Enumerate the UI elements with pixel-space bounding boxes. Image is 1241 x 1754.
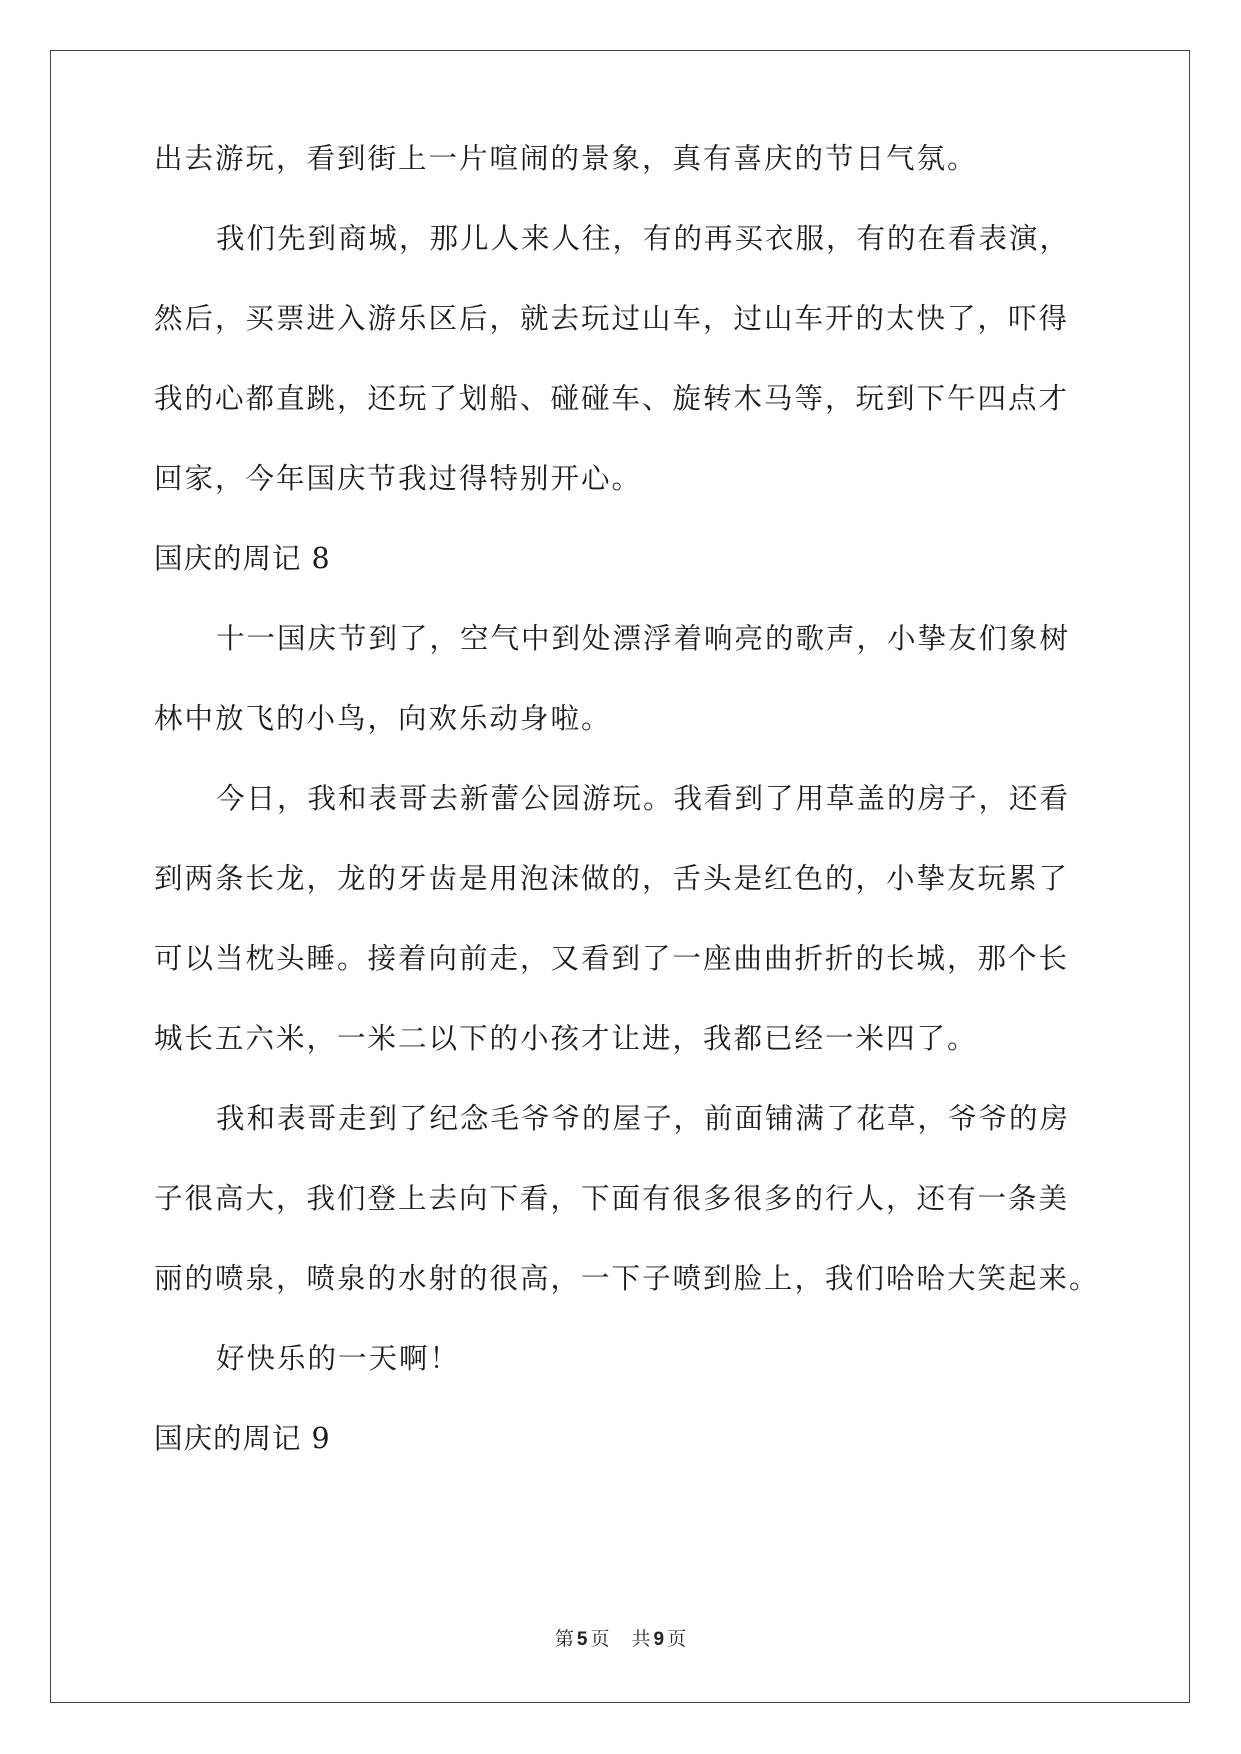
paragraph-line: 可以当枕头睡。接着向前走，又看到了一座曲曲折折的长城，那个长 xyxy=(154,942,1070,975)
footer-total-prefix: 共 xyxy=(631,1628,651,1650)
paragraph-line: 十一国庆节到了，空气中到处漂浮着响亮的歌声，小挚友们象树 xyxy=(216,622,1071,655)
paragraph-line: 出去游玩，看到街上一片喧闹的景象，真有喜庆的节日气氛。 xyxy=(154,142,978,175)
page-footer xyxy=(0,1624,1241,1651)
paragraph-line: 然后，买票进入游乐区后，就去玩过山车，过山车开的太快了，吓得 xyxy=(154,302,1070,335)
paragraph-line: 城长五六米，一米二以下的小孩才让进，我都已经一米四了。 xyxy=(154,1022,978,1055)
paragraph-line: 好快乐的一天啊！ xyxy=(216,1342,461,1375)
section-heading: 国庆的周记 8 xyxy=(154,542,331,575)
paragraph-line: 林中放飞的小鸟，向欢乐动身啦。 xyxy=(154,702,612,735)
document-body xyxy=(154,142,1100,1479)
paragraph-line: 我们先到商城，那儿人来人往，有的再买衣服，有的在看表演， xyxy=(216,222,1071,255)
paragraph-line: 丽的喷泉，喷泉的水射的很高，一下子喷到脸上，我们哈哈大笑起来。 xyxy=(154,1262,1100,1295)
paragraph-line: 到两条长龙，龙的牙齿是用泡沫做的，舌头是红色的，小挚友玩累了 xyxy=(154,862,1070,895)
paragraph-line: 我的心都直跳，还玩了划船、碰碰车、旋转木马等，玩到下午四点才 xyxy=(154,382,1070,415)
footer-page-suffix: 页 xyxy=(590,1628,610,1650)
paragraph-line: 今日，我和表哥去新蕾公园游玩。我看到了用草盖的房子，还看 xyxy=(216,782,1071,815)
footer-total-suffix: 页 xyxy=(667,1628,687,1650)
paragraph-line: 回家，今年国庆节我过得特别开心。 xyxy=(154,462,643,495)
current-page-number: 5 xyxy=(576,1629,588,1650)
footer-prefix: 第 xyxy=(554,1628,574,1650)
paragraph-line: 我和表哥走到了纪念毛爷爷的屋子，前面铺满了花草，爷爷的房 xyxy=(216,1102,1071,1135)
section-heading: 国庆的周记 9 xyxy=(154,1422,331,1455)
total-page-number: 9 xyxy=(653,1629,665,1650)
paragraph-line: 子很高大，我们登上去向下看，下面有很多很多的行人，还有一条美 xyxy=(154,1182,1070,1215)
